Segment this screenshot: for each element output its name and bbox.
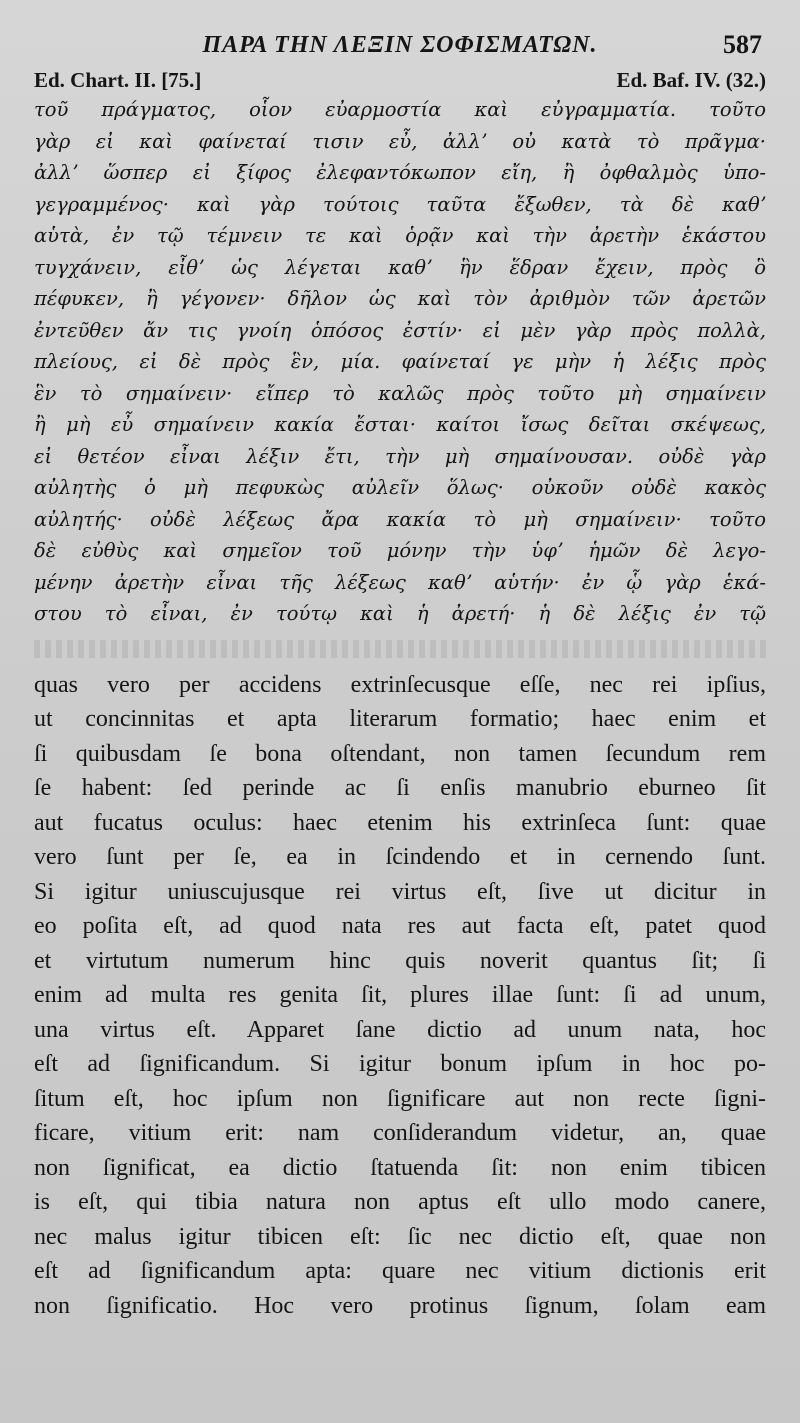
greek-line: τοῦ πράγματος, οἷον εὐαρμοστία καὶ εὐγραμματία. τοῦτο bbox=[34, 98, 766, 121]
latin-line: aut fucatus oculus: haec etenim his extrinſeca ſunt: quae bbox=[34, 809, 766, 836]
greek-line: ἀλλʼ ὥσπερ εἰ ξίφος ἐλεφαντόκωπον εἴη, ἢ ὀφθαλμὸς ὑπο- bbox=[34, 161, 766, 184]
latin-line: eſt ad ſignificandum. Si igitur bonum ipſum in hoc po- bbox=[34, 1051, 766, 1077]
greek-text-block bbox=[34, 94, 766, 630]
latin-line: vero ſunt per ſe, ea in ſcindendo et in cernendo ſunt. bbox=[34, 844, 766, 870]
latin-line: una virtus eſt. Apparet ſane dictio ad unum nata, hoc bbox=[34, 1016, 766, 1043]
edition-references bbox=[34, 66, 766, 94]
page-header bbox=[34, 30, 766, 64]
latin-line: Si igitur uniuscujusque rei virtus eſt, ſive ut dicitur in bbox=[34, 878, 766, 905]
greek-line: μένην ἀρετὴν εἶναι τῆς λέξεως καθʼ αὑτήν· ἐν ᾧ γὰρ ἑκά- bbox=[34, 570, 766, 594]
latin-line: non ſignificat, ea dictio ſtatuenda ſit: non enim tibicen bbox=[34, 1154, 766, 1181]
greek-line: εἰ θετέον εἶναι λέξιν ἔτι, τὴν μὴ σημαίνουσαν. οὐδὲ γὰρ bbox=[34, 444, 766, 468]
greek-line: ἐντεῦθεν ἄν τις γνοίη ὁπόσος ἐστίν· εἰ μὲν γὰρ πρὸς πολλὰ, bbox=[34, 318, 766, 342]
greek-line: στου τὸ εἶναι, ἐν τούτῳ καὶ ἡ ἀρετή· ἡ δὲ λέξις ἐν τῷ bbox=[34, 602, 766, 625]
latin-text-block bbox=[34, 668, 766, 1324]
greek-line: ἓν τὸ σημαίνειν· εἴπερ τὸ καλῶς πρὸς τοῦτο μὴ σημαίνειν bbox=[34, 381, 766, 405]
greek-line: πέφυκεν, ἢ γέγονεν· δῆλον ὡς καὶ τὸν ἀριθμὸν τῶν ἀρετῶν bbox=[34, 287, 766, 310]
greek-line: αὑτὰ, ἐν τῷ τέμνειν τε καὶ ὁρᾷν καὶ τὴν ἀρετὴν ἑκάστου bbox=[34, 224, 766, 247]
latin-line: eo poſita eſt, ad quod nata res aut facta eſt, patet quod bbox=[34, 913, 766, 939]
greek-line: ἢ μὴ εὖ σημαίνειν κακία ἔσται· καίτοι ἴσως δεῖται σκέψεως, bbox=[34, 413, 766, 436]
greek-line: τυγχάνειν, εἶθʼ ὡς λέγεται καθʼ ἣν ἕδραν ἔχειν, πρὸς ὃ bbox=[34, 255, 766, 279]
greek-line: αὐλητής· οὐδὲ λέξεως ἄρα κακία τὸ μὴ σημαίνειν· τοῦτο bbox=[34, 507, 766, 531]
edition-basel-reference: Ed. Baf. IV. (32.) bbox=[616, 68, 766, 92]
latin-line: enim ad multa res genita ſit, plures illae ſunt: ſi ad unum, bbox=[34, 982, 766, 1008]
edition-chart-reference: Ed. Chart. II. [75.] bbox=[34, 68, 202, 92]
latin-line: ſe habent: ſed perinde ac ſi enſis manubrio eburneo ſit bbox=[34, 775, 766, 801]
page-number: 587 bbox=[723, 30, 762, 59]
greek-line: γεγραμμένος· καὶ γὰρ τούτοις ταῦτα ἔξωθεν, τὰ δὲ καθʼ bbox=[34, 192, 766, 216]
latin-line: et virtutum numerum hinc quis noverit quantus ſit; ſi bbox=[34, 947, 766, 974]
latin-line: ficare, vitium erit: nam conſiderandum videtur, an, quae bbox=[34, 1120, 766, 1146]
bleed-through-text bbox=[34, 640, 766, 658]
greek-line: δὲ εὐθὺς καὶ σημεῖον τοῦ μόνην τὴν ὑφʼ ἡμῶν δὲ λεγο- bbox=[34, 539, 766, 562]
latin-line: ſi quibusdam ſe bona oſtendant, non tamen ſecundum rem bbox=[34, 740, 766, 767]
latin-line: nec malus igitur tibicen eſt: ſic nec dictio eſt, quae non bbox=[34, 1223, 766, 1250]
greek-line: γὰρ εἰ καὶ φαίνεταί τισιν εὖ, ἀλλʼ οὐ κατὰ τὸ πρᾶγμα· bbox=[34, 129, 766, 153]
running-title: ΠΑΡΑ ΤΗΝ ΛΕΞΙΝ ΣΟΦΙΣΜΑΤΩΝ. bbox=[202, 32, 598, 58]
latin-line: quas vero per accidens extrinſecusque eſſe, nec rei ipſius, bbox=[34, 671, 766, 698]
latin-line: non ſignificatio. Hoc vero protinus ſignum, ſolam eam bbox=[34, 1292, 766, 1319]
greek-line: πλείους, εἰ δὲ πρὸς ἓν, μία. φαίνεταί γε μὴν ἡ λέξις πρὸς bbox=[34, 350, 766, 373]
latin-line: ſitum eſt, hoc ipſum non ſignificare aut non recte ſigni- bbox=[34, 1085, 766, 1112]
section-divider bbox=[34, 630, 766, 668]
latin-line: ut concinnitas et apta literarum formatio; haec enim et bbox=[34, 706, 766, 732]
latin-line: eſt ad ſignificandum apta: quare nec vitium dictionis erit bbox=[34, 1258, 766, 1284]
greek-line: αὐλητὴς ὁ μὴ πεφυκὼς αὐλεῖν ὅλως· οὐκοῦν οὐδὲ κακὸς bbox=[34, 476, 766, 499]
latin-line: is eſt, qui tibia natura non aptus eſt ullo modo canere, bbox=[34, 1189, 766, 1215]
